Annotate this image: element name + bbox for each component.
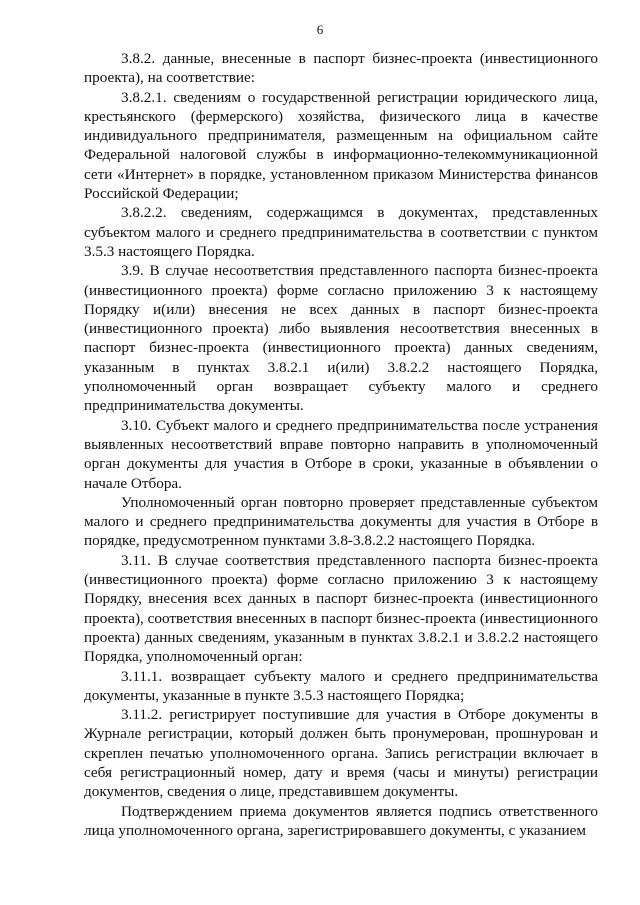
- paragraph-confirmation: Подтверждением приема документов является подпись ответственного лица уполномоченного органа, зарегистрировавшего документы, с указанием: [84, 802, 598, 839]
- paragraph-3-11-1: 3.11.1. возвращает субъекту малого и среднего предпринимательства документы, указанные в пункте 3.5.3 настоящего Порядка;: [84, 667, 598, 704]
- paragraph-repeat-check: Уполномоченный орган повторно проверяет представленные субъектом малого и среднего предпринимательства документы для участия в Отборе в порядке, предусмотренном пунктами 3.8-3.8.2.2 настоящего Порядка.: [84, 493, 598, 550]
- paragraph-3-11: 3.11. В случае соответствия представленного паспорта бизнес-проекта (инвестиционного проекта) форме согласно приложению 3 к настоящему Порядку, внесения всех данных в паспорт бизнес-проекта (инвестиционного проекта), соответствия внесенных в паспорт бизнес-проекта (инвестиционного проекта) данных сведениям, указанным в пунктах 3.8.2.1 и 3.8.2.2 настоящего Порядка, уполномоченный орган:: [84, 551, 599, 666]
- paragraph-3-8-2-1: 3.8.2.1. сведениям о государственной регистрации юридического лица, крестьянского (фермерского) хозяйства, физического лица в качестве индивидуального предпринимателя, размещенным на официальном сайте Федеральной налоговой службы в информационно-телекоммуникационной сети «Интернет» в порядке, установленном приказом Министерства финансов Российской Федерации;: [84, 88, 598, 203]
- paragraph-3-8-2-2: 3.8.2.2. сведениям, содержащимся в документах, представленных субъектом малого и среднего предпринимательства в соответствии с пунктом 3.5.3 настоящего Порядка.: [84, 204, 598, 260]
- document-body: [84, 49, 598, 840]
- paragraph-3-8-2: 3.8.2. данные, внесенные в паспорт бизнес-проекта (инвестиционного проекта), на соответствие:: [84, 50, 598, 87]
- paragraph-3-11-2: 3.11.2. регистрирует поступившие для участия в Отборе документы в Журнале регистрации, который должен быть пронумерован, прошнурован и скреплен печатью уполномоченного органа. Запись регистрации включает в себя регистрационный номер, дату и время (часы и минуты) регистрации документов, сведения о лице, представившем документы.: [84, 706, 598, 801]
- paragraph-3-9: 3.9. В случае несоответствия представленного паспорта бизнес-проекта (инвестиционного проекта) форме согласно приложению 3 к настоящему Порядку и(или) внесения не всех данных в паспорт бизнес-проекта (инвестиционного проекта) либо выявления несоответствия внесенных в паспорт бизнес-проекта (инвестиционного проекта) данных сведениям, указанным в пунктах 3.8.2.1 и(или) 3.8.2.2 настоящего Порядка, уполномоченный орган возвращает субъекту малого и среднего предпринимательства документы.: [84, 262, 598, 415]
- page-number: 6: [316, 22, 324, 37]
- paragraph-3-10: 3.10. Субъект малого и среднего предпринимательства после устранения выявленных несоответствий вправе повторно направить в уполномоченный орган документы для участия в Отборе в сроки, указанные в объявлении о начале Отбора.: [84, 416, 598, 492]
